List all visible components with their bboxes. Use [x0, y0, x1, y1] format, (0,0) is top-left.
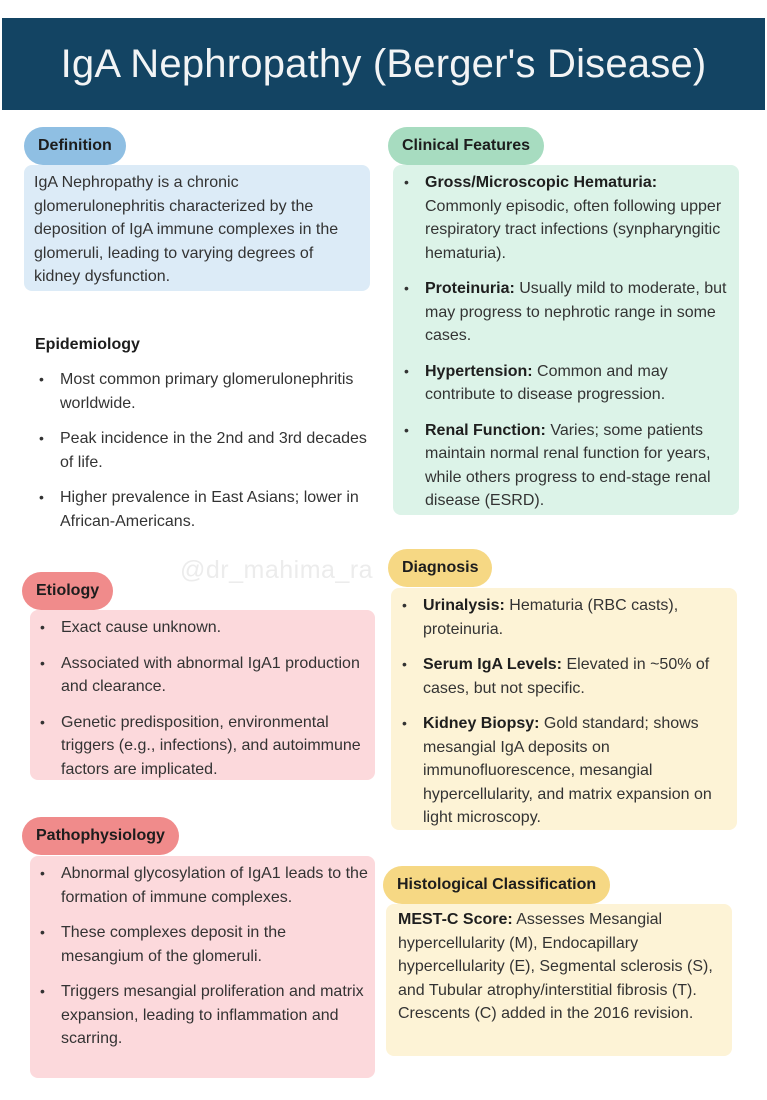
etiology-heading: Etiology: [22, 572, 113, 610]
pathophysiology-box: [30, 856, 375, 1078]
list-item: • Genetic predisposition, environmental triggers (e.g., infections), and autoimmune factors are implicated.: [61, 711, 369, 782]
description: Commonly episodic, often following upper respiratory tract infections (synpharyngitic hematuria).: [425, 197, 722, 262]
term: Gross/Microscopic Hematuria:: [425, 174, 658, 191]
list-item: [423, 653, 729, 700]
description: Hematuria (RBC casts), proteinuria.: [423, 597, 679, 638]
diagnosis-box: [391, 588, 737, 830]
description: Usually mild to moderate, but may progress to nephrotic range in some cases.: [425, 280, 727, 344]
list-item: • Exact cause unknown.: [61, 616, 369, 640]
description: Elevated in ~50% of cases, but not specific.: [423, 656, 710, 697]
page-title: IgA Nephropathy (Berger's Disease): [2, 18, 765, 110]
clinical-features-heading: Clinical Features: [388, 127, 544, 165]
term: MEST-C Score:: [398, 911, 513, 928]
list-item: • Peak incidence in the 2nd and 3rd decades of life.: [60, 427, 372, 474]
list-item: • These complexes deposit in the mesangium of the glomeruli.: [61, 921, 369, 968]
list-item: • Higher prevalence in East Asians; lower in African-Americans.: [60, 486, 372, 533]
list-item: [425, 171, 731, 265]
description: Varies; some patients maintain normal renal function for years, while others progress to end-stage renal disease (ESRD).: [425, 421, 711, 509]
pathophysiology-heading: Pathophysiology: [22, 817, 179, 855]
description: Common and may contribute to disease progression.: [425, 362, 668, 403]
term: Proteinuria:: [425, 280, 515, 297]
list-item: [423, 594, 729, 641]
list-item: [423, 712, 729, 830]
list-item: • Abnormal glycosylation of IgA1 leads to the formation of immune complexes.: [61, 862, 369, 909]
list-item: [425, 360, 731, 407]
epidemiology-heading: Epidemiology: [35, 336, 140, 353]
list-item: • Associated with abnormal IgA1 production and clearance.: [61, 652, 369, 699]
histological-heading: Histological Classification: [383, 866, 610, 904]
watermark: @dr_mahima_ra: [180, 556, 374, 584]
list-item: • Triggers mesangial proliferation and matrix expansion, leading to inflammation and scarring.: [61, 980, 369, 1051]
list-item: [425, 277, 731, 348]
diagnosis-heading: Diagnosis: [388, 549, 492, 587]
term: Urinalysis:: [423, 597, 505, 614]
term: Renal Function:: [425, 421, 546, 439]
description: Assesses Mesangial hypercellularity (M), Endocapillary hypercellularity (E), Segmental sclerosis (S), and Tubular atrophy/interstitial fibrosis (T). Crescents (C) added in the 2016 revision.: [398, 911, 713, 1022]
definition-heading: Definition: [24, 127, 126, 165]
clinical-features-box: [393, 165, 739, 515]
histological-box: [386, 904, 732, 1056]
etiology-box: [30, 610, 375, 780]
list-item: [425, 419, 731, 513]
definition-text: IgA Nephropathy is a chronic glomerulonephritis characterized by the deposition of IgA immune complexes in the glomeruli, leading to varying degrees of kidney dysfunction.: [34, 174, 339, 285]
description: Gold standard; shows mesangial IgA deposits on immunofluorescence, mesangial hypercellularity, and matrix expansion on light microscopy.: [423, 715, 712, 826]
term: Kidney Biopsy:: [423, 715, 540, 732]
definition-box: [24, 165, 370, 291]
term: Serum IgA Levels:: [423, 656, 563, 673]
list-item: • Most common primary glomerulonephritis worldwide.: [60, 368, 372, 415]
epidemiology-list: [32, 368, 372, 533]
term: Hypertension:: [425, 362, 533, 380]
